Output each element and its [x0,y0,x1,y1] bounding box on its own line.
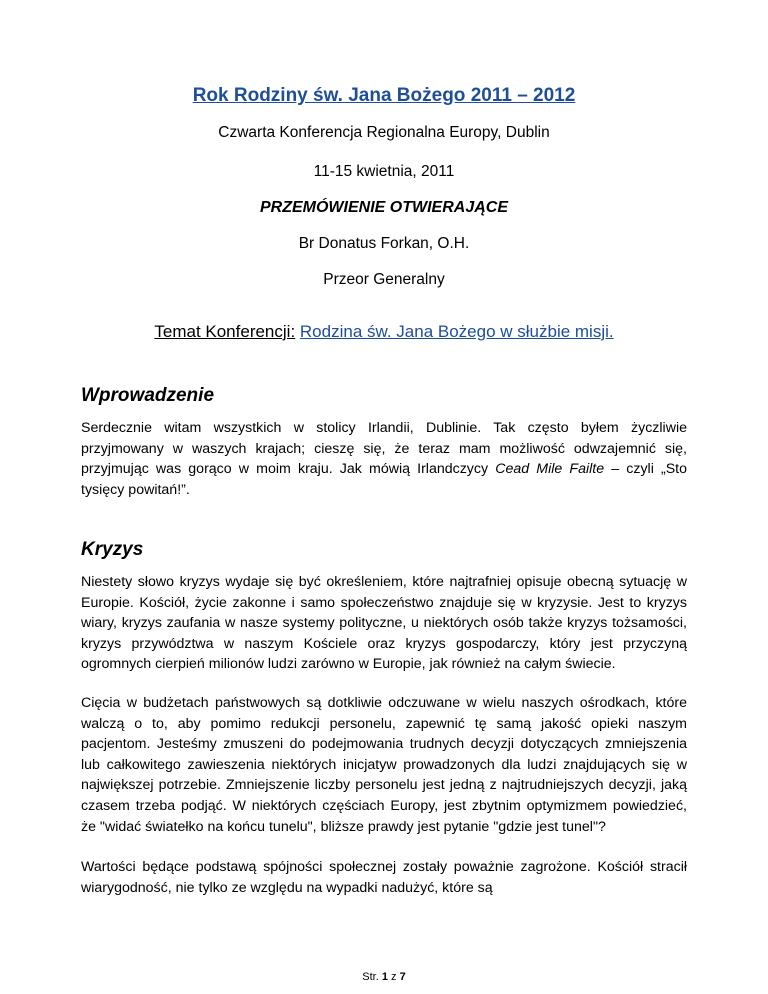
speaker-role: Przeor Generalny [323,271,445,288]
crisis-heading: Kryzys [81,539,144,560]
speech-type: PRZEMÓWIENIE OTWIERAJĄCE [259,199,508,216]
intro-paragraph [81,418,687,500]
intro-heading: Wprowadzenie [81,385,215,406]
footer-of: z [391,971,397,983]
crisis-paragraph-2: Cięcia w budżetach państwowych są dotkliwie odczuwane w wielu naszych ośrodkach, które walczą o to, aby pomimo redukcji personelu, zapewnić tę samą jakość opieki naszym pacjentom. Jesteśmy zmuszeni do podejmowania trudnych decyzji dotyczących zmniejszenia lub całkowitego zawieszenia niektórych inicjatyw prowadzonych dla ludzi znajdujących się w największej potrzebie. Zmniejszenie liczby personelu jest jedną z najtrudniejszych decyzji, jaką czasem trzeba podjąć. W niektórych częściach Europy, jest zbytnim optymizmem powiedzieć, że "widać światełko na końcu tunelu", bliższe prawdy jest pytanie "gdzie jest tunel"? [81,695,687,835]
speaker-name: Br Donatus Forkan, O.H. [298,235,470,252]
document-title: Rok Rodziny św. Jana Bożego 2011 – 2012 [192,85,576,106]
conference-theme [0,322,768,342]
theme-label: Temat Konferencji: [154,322,296,341]
intro-text-b: – czyli „Sto tysięcy powitań!”. [81,461,687,498]
intro-text-a: Serdecznie witam wszystkich w stolicy Irlandii, Dublinie. Tak często byłem życzliwie przyjmowany w waszych krajach; cieszę się, że teraz mam możliwość odwzajemnić się, przyjmując was gorąco w moim kraju. Jak mówią Irlandczycy [81,420,687,478]
theme-value: Rodzina św. Jana Bożego w służbie misji. [299,322,614,341]
page-footer [0,971,768,983]
intro-text-italic: Cead Mile Failte [495,461,605,478]
footer-total-pages: 7 [399,971,406,983]
crisis-paragraph-1: Niestety słowo kryzys wydaje się być określeniem, które najtrafniej opisuje obecną sytuację w Europie. Kościół, życie zakonne i samo społeczeństwo znajduje się w kryzysie. Jest to kryzys wiary, kryzys zaufania w nasze systemy polityczne, u niektórych osób także kryzys tożsamości, kryzys przywództwa w naszym Kościele oraz kryzys gospodarczy, który jest przyczyną ogromnych cierpień milionów ludzi zarówno w Europie, jak również na całym świecie. [81,574,687,673]
footer-prefix: Str. [362,971,379,983]
conference-dates: 11-15 kwietnia, 2011 [313,163,455,180]
footer-page-number: 1 [381,971,388,983]
crisis-paragraph-3: Wartości będące podstawą spójności społecznej zostały poważnie zagrożone. Kościół stracił wiarygodność, nie tylko ze względu na wypadki nadużyć, które są [81,859,687,896]
conference-name: Czwarta Konferencja Regionalna Europy, Dublin [218,124,550,141]
